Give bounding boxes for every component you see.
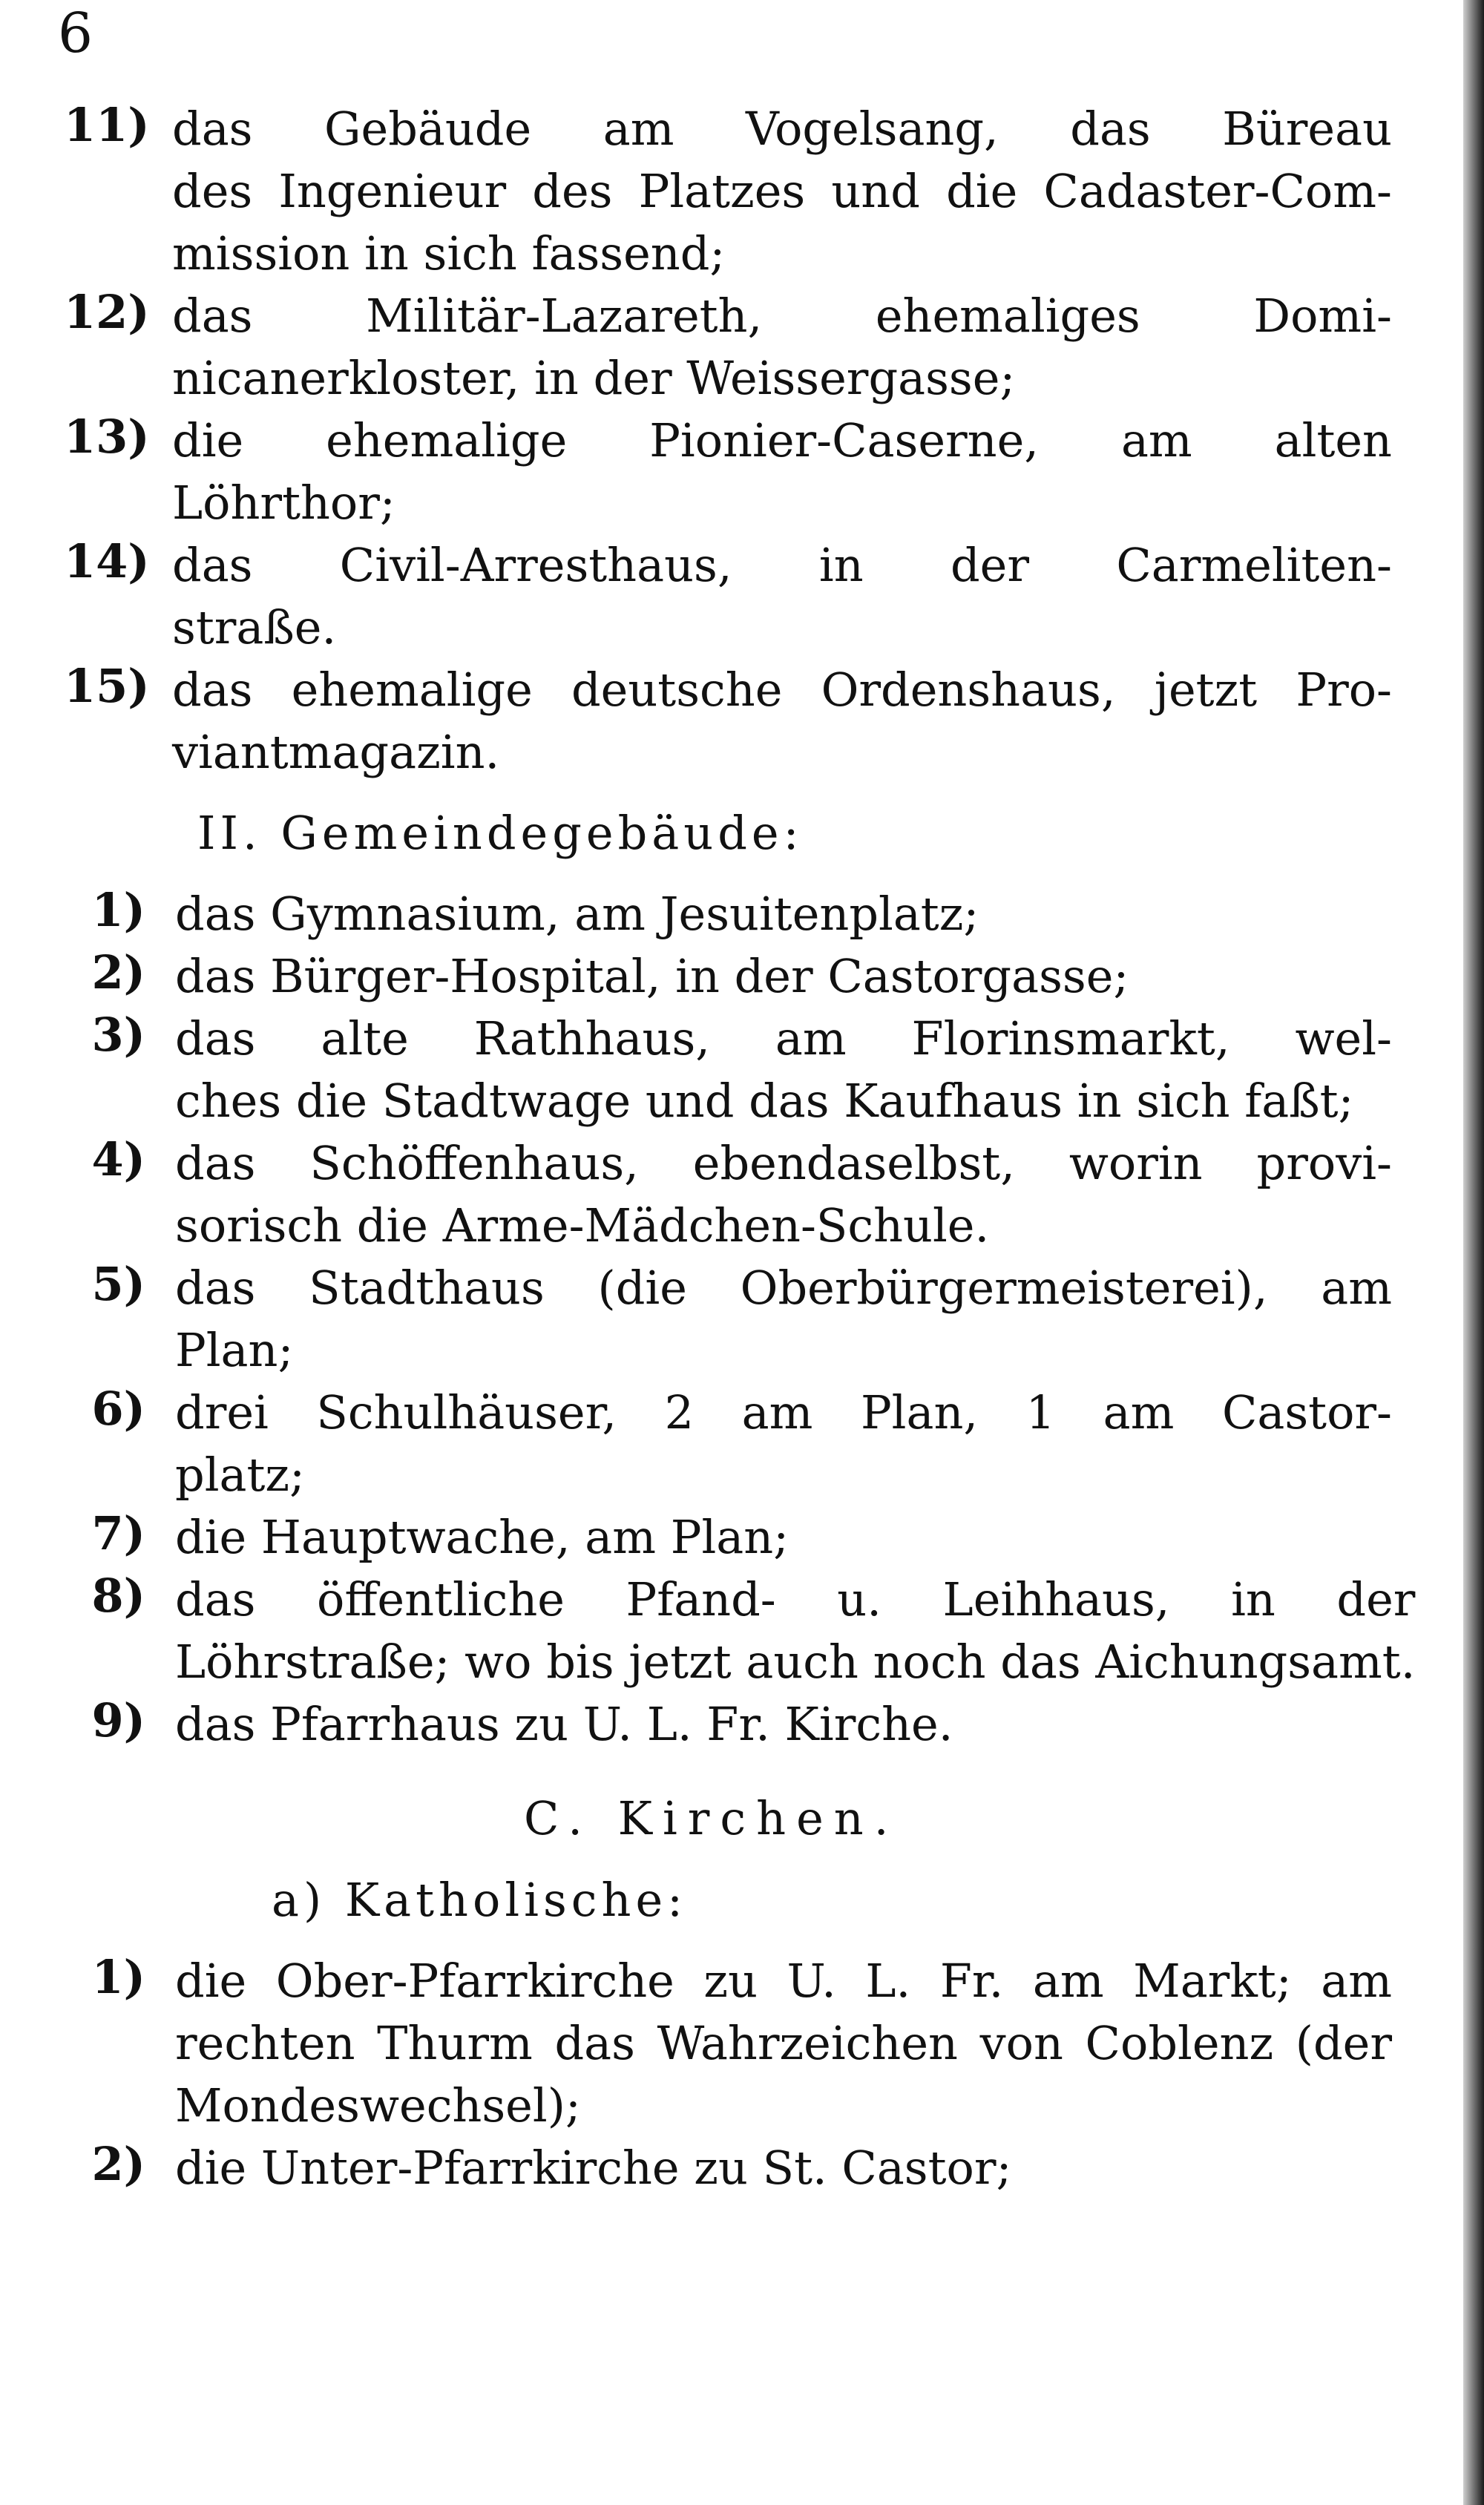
page-content bbox=[64, 98, 1416, 2199]
item-number: 9) bbox=[91, 1693, 145, 1747]
text-line: die Hauptwache, am Plan; bbox=[175, 1510, 789, 1564]
item-text bbox=[172, 285, 1392, 410]
text-line: das ehemalige deutsche Ordenshaus, jetzt Pro- bbox=[172, 663, 1392, 717]
list-item bbox=[64, 1693, 1392, 1756]
item-number: 6) bbox=[91, 1382, 145, 1436]
list-state-buildings bbox=[64, 98, 1392, 784]
text-line: sorisch die Arme-Mädchen-Schule. bbox=[175, 1198, 990, 1252]
subsection-heading-katholische: a) Katholische: bbox=[272, 1873, 688, 1927]
item-number: 7) bbox=[91, 1506, 145, 1560]
item-text bbox=[175, 2137, 1392, 2199]
item-text bbox=[175, 1382, 1392, 1506]
item-number: 1) bbox=[91, 883, 145, 937]
page-number: 6 bbox=[58, 1, 93, 65]
text-line: die Ober-Pfarrkirche zu U. L. Fr. am Markt; am bbox=[175, 1954, 1392, 2008]
text-line: die Unter-Pfarrkirche zu St. Castor; bbox=[175, 2141, 1012, 2195]
item-number: 8) bbox=[91, 1569, 145, 1623]
section-heading-kirchen: C. Kirchen. bbox=[524, 1791, 899, 1845]
text-line: das alte Rathhaus, am Florinsmarkt, wel- bbox=[175, 1011, 1392, 1066]
text-line: das Stadthaus (die Oberbürgermeisterei), am bbox=[175, 1261, 1392, 1315]
item-text bbox=[175, 1569, 1415, 1693]
text-line: Löhrthor; bbox=[172, 476, 395, 530]
item-text bbox=[175, 945, 1392, 1008]
item-text bbox=[175, 883, 1392, 945]
text-line: das Militär-Lazareth, ehemaliges Domi- bbox=[172, 289, 1392, 343]
item-number: 15) bbox=[64, 659, 150, 713]
item-text bbox=[175, 1950, 1392, 2137]
text-line: das Gymnasium, am Jesuitenplatz; bbox=[175, 887, 979, 941]
text-line: Mondeswechsel); bbox=[175, 2078, 581, 2133]
text-line: das Pfarrhaus zu U. L. Fr. Kirche. bbox=[175, 1697, 953, 1751]
item-text bbox=[172, 659, 1392, 784]
list-item bbox=[64, 1008, 1392, 1132]
text-line: straße. bbox=[172, 600, 337, 654]
text-line: das Schöffenhaus, ebendaselbst, worin provi- bbox=[175, 1136, 1392, 1190]
text-line: ches die Stadtwage und das Kaufhaus in sich faßt; bbox=[175, 1074, 1354, 1128]
list-item bbox=[64, 1569, 1416, 1693]
item-text bbox=[175, 1132, 1392, 1257]
item-number: 5) bbox=[91, 1257, 145, 1311]
item-text bbox=[175, 1257, 1392, 1382]
item-number: 4) bbox=[91, 1132, 145, 1186]
item-number: 11) bbox=[64, 98, 150, 152]
list-item bbox=[64, 883, 1392, 945]
list-item bbox=[64, 945, 1392, 1008]
list-item bbox=[64, 1950, 1392, 2137]
list-item bbox=[64, 98, 1392, 285]
list-catholic-churches bbox=[64, 1950, 1392, 2199]
list-item bbox=[64, 659, 1392, 784]
item-text bbox=[175, 1506, 1392, 1569]
text-line: das Bürger-Hospital, in der Castorgasse; bbox=[175, 949, 1129, 1003]
text-line: drei Schulhäuser, 2 am Plan, 1 am Castor- bbox=[175, 1385, 1392, 1439]
text-line: platz; bbox=[175, 1448, 305, 1502]
item-text bbox=[172, 410, 1392, 534]
list-item bbox=[64, 410, 1392, 534]
page-edge-shadow bbox=[1463, 0, 1484, 2505]
text-line: das öffentliche Pfand- u. Leihhaus, in der bbox=[175, 1572, 1416, 1626]
item-number: 3) bbox=[91, 1008, 145, 1062]
text-line: Löhrstraße; wo bis jetzt auch noch das Aichungsamt. bbox=[175, 1635, 1416, 1689]
item-number: 1) bbox=[91, 1950, 145, 2004]
list-item bbox=[64, 534, 1392, 659]
text-line: die ehemalige Pionier-Caserne, am alten bbox=[172, 413, 1392, 467]
text-line: des Ingenieur des Platzes und die Cadaster-Com- bbox=[172, 164, 1392, 218]
text-line: mission in sich fassend; bbox=[172, 226, 726, 280]
text-line: das Gebäude am Vogelsang, das Büreau bbox=[172, 102, 1392, 156]
text-line: Plan; bbox=[175, 1323, 294, 1377]
text-line: rechten Thurm das Wahrzeichen von Coblenz (der bbox=[175, 2016, 1392, 2070]
section-heading-gemeindegebaeude: II. Gemeindegebäude: bbox=[197, 806, 804, 860]
text-line: das Civil-Arresthaus, in der Carmeliten- bbox=[172, 538, 1392, 592]
list-municipal-buildings bbox=[64, 883, 1416, 1756]
list-item bbox=[64, 1506, 1392, 1569]
list-item bbox=[64, 1382, 1392, 1506]
item-text bbox=[175, 1693, 1392, 1756]
list-item bbox=[64, 285, 1392, 410]
item-number: 13) bbox=[64, 410, 150, 464]
list-item bbox=[64, 2137, 1392, 2199]
item-number: 12) bbox=[64, 285, 150, 339]
item-text bbox=[172, 534, 1392, 659]
item-number: 2) bbox=[91, 2137, 145, 2191]
list-item bbox=[64, 1257, 1392, 1382]
text-line: nicanerkloster, in der Weissergasse; bbox=[172, 351, 1016, 405]
item-number: 2) bbox=[91, 945, 145, 999]
item-number: 14) bbox=[64, 534, 150, 588]
list-item bbox=[64, 1132, 1392, 1257]
item-text bbox=[175, 1008, 1392, 1132]
text-line: viantmagazin. bbox=[172, 725, 500, 779]
item-text bbox=[172, 98, 1392, 285]
